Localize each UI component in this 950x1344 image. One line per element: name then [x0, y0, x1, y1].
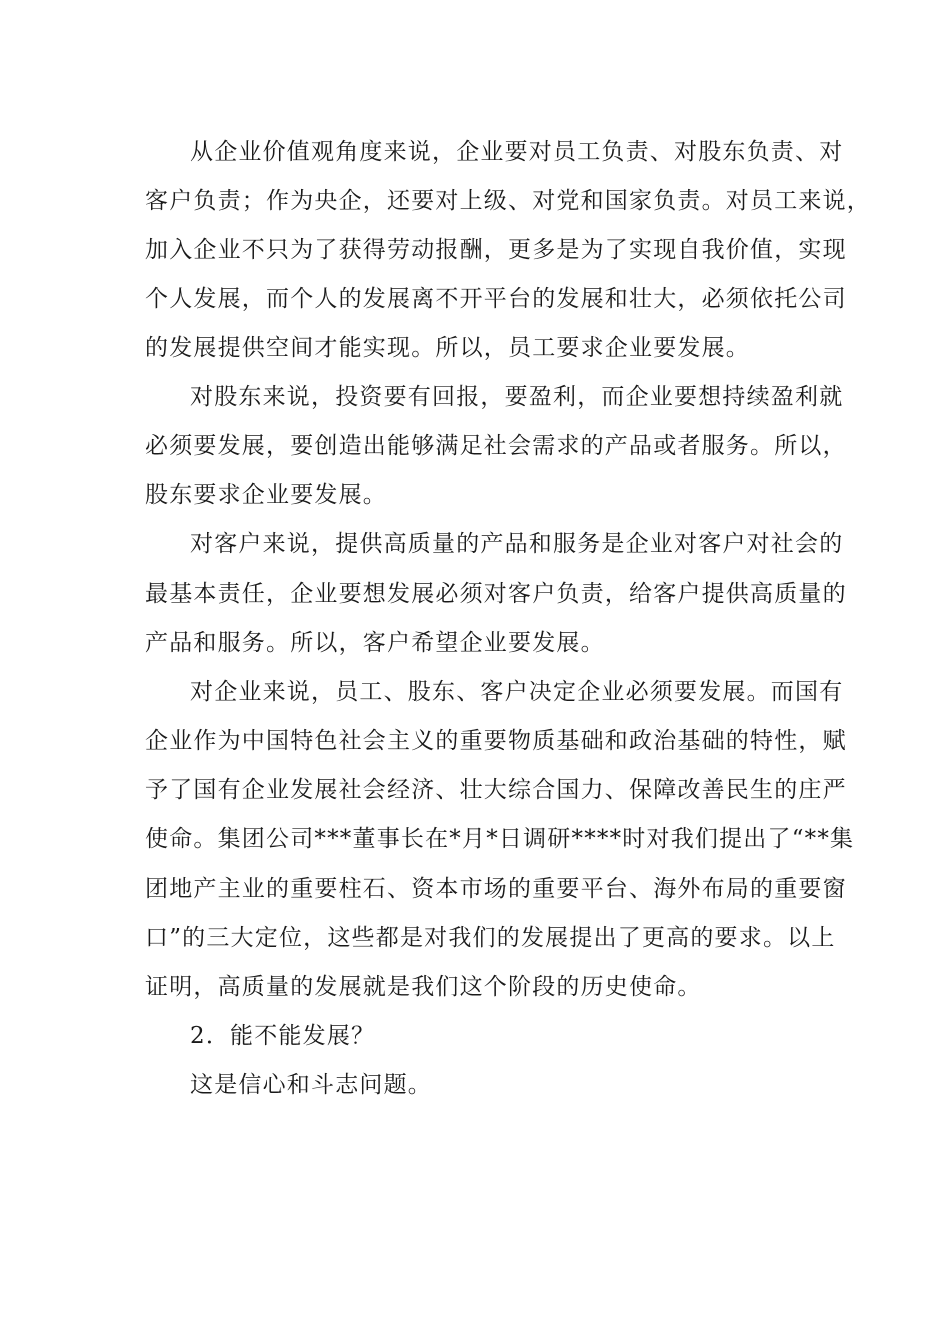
- text-line: 这是信心和斗志问题。: [190, 1072, 432, 1098]
- text-line: 客户负责；作为央企，还要对上级、对党和国家负责。对员工来说，: [145, 188, 871, 214]
- text-line: 的发展提供空间才能实现。所以，员工要求企业要发展。: [145, 335, 750, 361]
- section-heading: 2．能不能发展？: [190, 1023, 376, 1049]
- text-line: 对股东来说，投资要有回报，要盈利，而企业要想持续盈利就: [190, 384, 844, 410]
- text-line: 予了国有企业发展社会经济、壮大综合国力、保障改善民生的庄严: [145, 777, 847, 803]
- text-line: 证明，高质量的发展就是我们这个阶段的历史使命。: [145, 974, 702, 1000]
- text-line: 对客户来说，提供高质量的产品和服务是企业对客户对社会的: [190, 531, 844, 557]
- text-line: 股东要求企业要发展。: [145, 482, 387, 508]
- text-line: 团地产主业的重要柱石、资本市场的重要平台、海外布局的重要窗: [145, 876, 847, 902]
- text-line: 加入企业不只为了获得劳动报酬，更多是为了实现自我价值，实现: [145, 237, 847, 263]
- text-line: 企业作为中国特色社会主义的重要物质基础和政治基础的特性，赋: [145, 728, 847, 754]
- text-line: 使命。集团公司***董事长在*月*日调研****时对我们提出了“**集: [145, 826, 855, 852]
- text-line: 最基本责任，企业要想发展必须对客户负责，给客户提供高质量的: [145, 581, 847, 607]
- text-line: 口”的三大定位，这些都是对我们的发展提出了更高的要求。以上: [145, 925, 836, 951]
- text-line: 产品和服务。所以，客户希望企业要发展。: [145, 630, 605, 656]
- text-line: 从企业价值观角度来说，企业要对员工负责、对股东负责、对: [190, 139, 844, 165]
- text-line: 个人发展，而个人的发展离不开平台的发展和壮大，必须依托公司: [145, 286, 847, 312]
- text-line: 对企业来说，员工、股东、客户决定企业必须要发展。而国有: [190, 679, 844, 705]
- text-line: 必须要发展，要创造出能够满足社会需求的产品或者服务。所以，: [145, 433, 847, 459]
